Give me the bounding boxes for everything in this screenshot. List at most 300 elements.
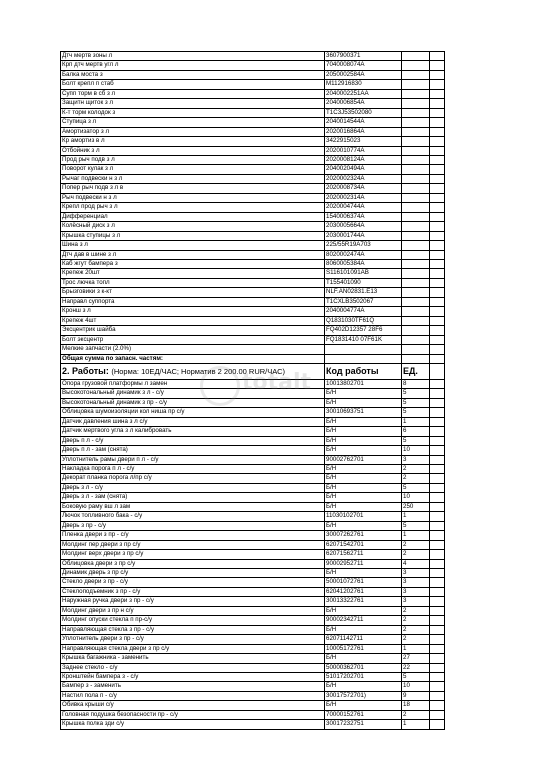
row-name: Облицовка двери з пр с/у [61,559,325,568]
row-extra [430,701,445,710]
row-code: 2040020494A [325,165,402,174]
work-row [61,398,445,407]
row-name: Кр амортиз в л [61,137,325,146]
row-code: 50000362701 [325,663,402,672]
row-qty: 6 [402,427,430,436]
row-extra [430,455,445,464]
work-row [61,578,445,587]
row-extra [430,483,445,492]
part-row [61,212,445,221]
work-row [61,446,445,455]
row-code: 30007262761 [325,531,402,540]
summary-section [61,354,445,379]
row-code: FQ1831410 07F61K [325,335,402,344]
row-extra [430,531,445,540]
row-code: 30010693751 [325,408,402,417]
row-name: Датчик давления шина з л с/у [61,417,325,426]
row-name: Датчик мертвого угла з л калибровать [61,427,325,436]
row-qty [402,174,430,183]
row-code: 50001072761 [325,578,402,587]
row-qty [402,193,430,202]
row-code: 2030005664A [325,222,402,231]
row-name: Дифференциал [61,212,325,221]
row-extra [430,316,445,325]
row-code: Б/Н [325,483,402,492]
row-extra [430,203,445,212]
row-name: Головная подушка безопасности пр - с/у [61,710,325,719]
row-extra [430,61,445,70]
work-row [61,587,445,596]
row-name: Дверь з пр - с/у [61,521,325,530]
row-code: Б/Н [325,606,402,615]
parts-total-label: Общая сумма по запасн. частям: [61,354,325,363]
work-row [61,569,445,578]
row-name: Дверь п л - с/у [61,436,325,445]
row-name: Защитн щиток з л [61,99,325,108]
part-row [61,80,445,89]
work-row [61,625,445,634]
row-extra [430,118,445,127]
part-row [61,345,445,354]
work-row [61,701,445,710]
row-code: 90002342711 [325,616,402,625]
work-row [61,408,445,417]
row-name: Направл суппорта [61,297,325,306]
row-qty: 1 [402,644,430,653]
row-name: Уплотнитель рамы двери п л - с/у [61,455,325,464]
watermark-text: totalt [242,370,312,395]
part-row [61,326,445,335]
part-row [61,222,445,231]
row-code: Б/Н [325,569,402,578]
row-code: Б/Н [325,654,402,663]
row-qty [402,165,430,174]
part-row [61,288,445,297]
row-qty [402,259,430,268]
row-code: T1C3J53502080 [325,108,402,117]
row-code: 2040014544A [325,118,402,127]
row-name: Крышка полка зди с/у [61,720,325,729]
row-qty [402,184,430,193]
row-qty [402,316,430,325]
row-name: Облицовка шумоизоляции кол ниша пр с/у [61,408,325,417]
part-row [61,203,445,212]
row-code: 10013802701 [325,379,402,388]
row-name: Отбойник з л [61,146,325,155]
row-qty: 3 [402,597,430,606]
row-code: Б/Н [325,682,402,691]
row-qty: 27 [402,654,430,663]
work-row [61,465,445,474]
parts-section [61,52,445,355]
row-name: Рычаг подвески н з л [61,174,325,183]
row-name: Наружная ручка двери з пр - с/у [61,597,325,606]
row-name: К-т торм колодок з [61,108,325,117]
row-code: Б/Н [325,521,402,530]
row-extra [430,193,445,202]
row-qty: 2 [402,550,430,559]
work-row [61,540,445,549]
work-row [61,616,445,625]
works-title: 2. Работы: [62,365,109,376]
row-extra [430,663,445,672]
work-row [61,417,445,426]
row-extra [430,587,445,596]
row-code: 11030102701 [325,512,402,521]
row-qty: 5 [402,389,430,398]
row-code: 10005172761 [325,644,402,653]
estimate-sheet [60,51,444,730]
row-name: Колёсный диск з л [61,222,325,231]
row-extra [430,540,445,549]
row-name: Бампер з - заменить [61,682,325,691]
row-code: Б/Н [325,389,402,398]
work-row [61,691,445,700]
row-extra [430,345,445,354]
row-name: Амортизатор з л [61,127,325,136]
row-extra [430,184,445,193]
row-extra [430,70,445,79]
work-row [61,455,445,464]
row-code: Б/Н [325,701,402,710]
row-extra [430,278,445,287]
row-qty: 5 [402,673,430,682]
row-qty: 5 [402,408,430,417]
row-extra [430,99,445,108]
row-name: Дверь з л - зам (снята) [61,493,325,502]
row-name: Балка моста з [61,70,325,79]
row-extra [430,465,445,474]
row-code: 2040006854A [325,99,402,108]
row-qty: 10 [402,682,430,691]
row-qty: 5 [402,398,430,407]
work-row [61,427,445,436]
part-row [61,52,445,61]
row-code: 3422915023 [325,137,402,146]
part-row [61,174,445,183]
row-code: 2020002314A [325,193,402,202]
row-code: Б/Н [325,474,402,483]
row-code: 2020002324A [325,174,402,183]
part-row [61,155,445,164]
row-name: Динамик дверь з пр с/у [61,569,325,578]
row-extra [430,691,445,700]
row-name: Дверь п л - зам (снята) [61,446,325,455]
row-code: Б/Н [325,502,402,511]
row-name: Молдинг опуски стекла п пр-с/у [61,616,325,625]
row-extra [430,379,445,388]
work-row [61,710,445,719]
row-name: Накладка порога п л - с/у [61,465,325,474]
part-row [61,307,445,316]
row-name: Кронш з л [61,307,325,316]
row-extra [430,174,445,183]
part-row [61,335,445,344]
part-row [61,231,445,240]
row-name: Эксцентрик шайба [61,326,325,335]
row-extra [430,297,445,306]
row-extra [430,673,445,682]
row-qty: 2 [402,540,430,549]
row-name: Стеклоподъемник з пр - с/у [61,587,325,596]
row-qty [402,155,430,164]
row-code: Б/Н [325,436,402,445]
row-code: Б/Н [325,465,402,474]
work-row [61,531,445,540]
parts-total-row [61,354,445,363]
works-section [61,379,445,729]
row-name: Декорат планка порога л/пр с/у [61,474,325,483]
row-extra [430,427,445,436]
row-qty [402,137,430,146]
part-row [61,165,445,174]
row-extra [430,52,445,61]
row-extra [430,288,445,297]
row-code: 30017232751 [325,720,402,729]
work-row [61,493,445,502]
row-name: Высокотональный динамик з пр - с/у [61,398,325,407]
row-qty: 5 [402,436,430,445]
row-extra [430,222,445,231]
row-name: Крышка ступицы з л [61,231,325,240]
row-name: Пленка двери з пр - с/у [61,531,325,540]
row-name: Дверь з л - с/у [61,483,325,492]
row-code: 2020010774A [325,146,402,155]
row-code: 2050002584A [325,70,402,79]
row-extra [430,597,445,606]
row-code: 2020004744A [325,203,402,212]
row-qty: 250 [402,502,430,511]
row-code: Q1831030TF61Q [325,316,402,325]
row-qty [402,99,430,108]
row-code: 62071142711 [325,635,402,644]
row-name: Заднее стекло - с/у [61,663,325,672]
row-code: 225/55R19A703 [325,241,402,250]
row-name: Крепеж 20шт [61,269,325,278]
row-name: Молдинг верх двери з пр с/у [61,550,325,559]
row-name: Поворот кулак з л [61,165,325,174]
row-extra [430,398,445,407]
row-extra [430,127,445,136]
row-qty [402,231,430,240]
part-row [61,259,445,268]
row-code: NLF.AN02831.E13 [325,288,402,297]
row-qty: 2 [402,465,430,474]
row-qty [402,250,430,259]
part-row [61,61,445,70]
row-name: Шина з л [61,241,325,250]
works-header-row [61,363,445,379]
row-code: 2020008124A [325,155,402,164]
row-code: 62071562711 [325,550,402,559]
row-code: Б/Н [325,446,402,455]
row-qty [402,146,430,155]
row-qty: 3 [402,578,430,587]
row-qty: 2 [402,635,430,644]
row-extra [430,606,445,615]
row-code: Б/Н [325,427,402,436]
row-code: 8060005384A [325,259,402,268]
row-qty: 22 [402,663,430,672]
row-qty [402,70,430,79]
part-row [61,250,445,259]
row-name: Дтч дав в шине з л [61,250,325,259]
row-code: 2020016864A [325,127,402,136]
row-extra [430,108,445,117]
row-code: 7040008074A [325,61,402,70]
row-qty: 10 [402,493,430,502]
row-extra [430,231,445,240]
work-row [61,635,445,644]
row-code: Б/Н [325,493,402,502]
row-name: Боковую раму вш л зам [61,502,325,511]
work-row [61,389,445,398]
row-code: 30013322761 [325,597,402,606]
row-code: 3607900371 [325,52,402,61]
row-qty [402,222,430,231]
row-qty: 1 [402,512,430,521]
row-extra [430,307,445,316]
row-extra [430,241,445,250]
row-qty: 1 [402,417,430,426]
row-qty [402,326,430,335]
row-qty [402,108,430,117]
row-code: Б/Н [325,398,402,407]
row-name: Обивка крыши с/у [61,701,325,710]
row-extra [430,408,445,417]
row-extra [430,710,445,719]
part-row [61,316,445,325]
row-name: Дтч мертв зоны л [61,52,325,61]
parts-total-code [325,354,402,363]
row-name: Мелкие запчасти (2.0%) [61,345,325,354]
row-extra [430,682,445,691]
row-code: 2030001744A [325,231,402,240]
row-qty: 3 [402,569,430,578]
row-code: FQ402D12357 28F6 [325,326,402,335]
row-qty: 18 [402,701,430,710]
row-qty [402,118,430,127]
row-name: Уплотнитель двери з пр - с/у [61,635,325,644]
row-qty: 9 [402,691,430,700]
row-qty: 2 [402,606,430,615]
row-qty: 5 [402,521,430,530]
row-qty [402,269,430,278]
part-row [61,99,445,108]
row-qty: 5 [402,483,430,492]
row-name: Каб жгут бампера з [61,259,325,268]
row-name: Попер рыч подв з л в [61,184,325,193]
row-name: Трос лючка топл [61,278,325,287]
row-name: Настил пола п - с/у [61,691,325,700]
row-qty [402,80,430,89]
row-code: 2040004774A [325,307,402,316]
row-qty: 3 [402,587,430,596]
part-row [61,297,445,306]
row-extra [430,502,445,511]
row-extra [430,80,445,89]
row-name: Направляющая стекла двери з пр с/у [61,644,325,653]
row-code: M112916830 [325,80,402,89]
works-norm: (Норма: 10ЕД/ЧАС; Норматив 2 200.00 RUR/ЧАС) [111,366,285,376]
row-name: Болт эксцентр [61,335,325,344]
row-qty [402,297,430,306]
work-row [61,379,445,388]
row-code: 90002762701 [325,455,402,464]
row-code: 51017202701 [325,673,402,682]
work-row [61,550,445,559]
row-qty [402,288,430,297]
work-row [61,644,445,653]
row-qty: 1 [402,720,430,729]
row-code: 70000152761 [325,710,402,719]
row-qty: 2 [402,625,430,634]
row-qty: 10 [402,446,430,455]
row-extra [430,259,445,268]
row-qty [402,345,430,354]
work-row [61,606,445,615]
row-name: Крышка багажника - заменить [61,654,325,663]
row-code: 62041202761 [325,587,402,596]
row-extra [430,569,445,578]
work-row [61,502,445,511]
row-extra [430,155,445,164]
part-row [61,241,445,250]
row-code: 2020008734A [325,184,402,193]
work-row [61,436,445,445]
row-extra [430,326,445,335]
row-extra [430,635,445,644]
part-row [61,118,445,127]
row-qty [402,89,430,98]
row-extra [430,512,445,521]
row-qty: 2 [402,616,430,625]
works-code-header: Код работы [325,363,402,379]
row-extra [430,625,445,634]
row-extra [430,578,445,587]
work-row [61,512,445,521]
row-extra [430,474,445,483]
part-row [61,137,445,146]
work-row [61,682,445,691]
row-qty [402,241,430,250]
row-qty: 4 [402,559,430,568]
row-code: 90002952711 [325,559,402,568]
row-code: 2040002251AA [325,89,402,98]
row-name: Стекло двери з пр - с/у [61,578,325,587]
row-extra [430,616,445,625]
row-code: S116101091AB [325,269,402,278]
row-extra [430,417,445,426]
part-row [61,146,445,155]
row-code: Б/Н [325,417,402,426]
row-qty: 3 [402,455,430,464]
row-name: Болт крепл п стаб [61,80,325,89]
row-name: Рыч подвески н з л [61,193,325,202]
parts-total-extra [430,354,445,363]
work-row [61,597,445,606]
row-name: Брызговики з к-кт [61,288,325,297]
row-code: Б/Н [325,625,402,634]
works-header-extra [430,363,445,379]
row-qty [402,127,430,136]
work-row [61,483,445,492]
work-row [61,663,445,672]
row-name: Супп торм в сб з л [61,89,325,98]
row-extra [430,146,445,155]
part-row [61,89,445,98]
part-row [61,108,445,117]
